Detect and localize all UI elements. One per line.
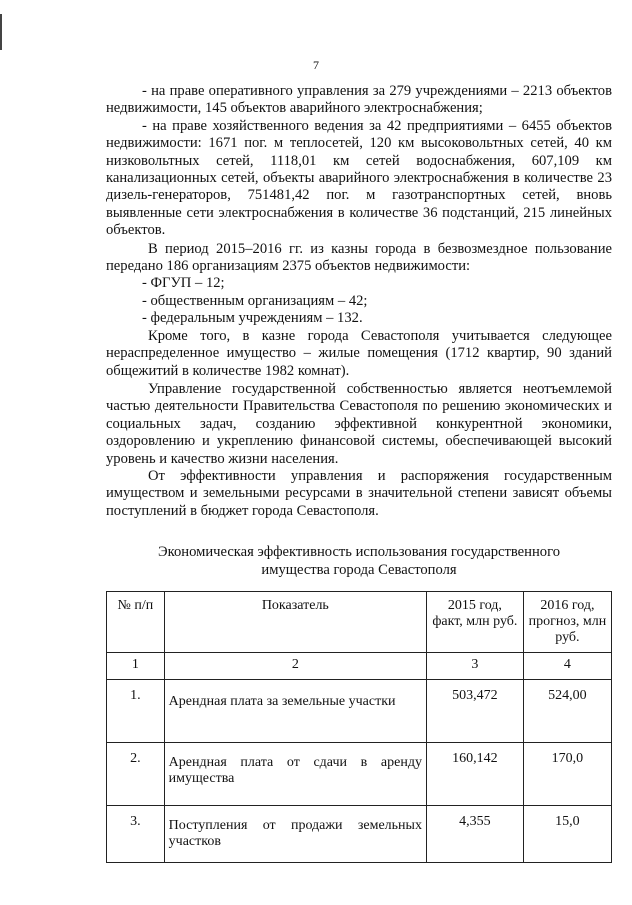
page-number: 7 bbox=[313, 58, 319, 72]
table-row bbox=[107, 680, 612, 743]
paragraph-budget-revenues: От эффективности управления и распоряжения государственным имуществом и земельными ресурсами в значительной степени зависят объемы поступлений в бюджет города Севастополя. bbox=[106, 467, 612, 519]
paragraph-state-property-management: Управление государственной собственностью является неотъемлемой частью деятельности Правительства Севастополя по решению экономических и социальных задач, созданию эффективной конкурентной экономики, оздоровлению и укреплению финансовой системы, обеспечивающей высокий уровень и качество жизни населения. bbox=[106, 380, 612, 467]
row-value-2015: 503,472 bbox=[426, 680, 523, 743]
economic-efficiency-table bbox=[106, 591, 612, 863]
header-indicator: Показатель bbox=[164, 592, 426, 653]
row-indicator-text: Арендная плата от сдачи в аренду имущества bbox=[168, 755, 422, 786]
column-number: 2 bbox=[164, 653, 426, 680]
row-value-2016: 15,0 bbox=[523, 806, 611, 863]
table-header-row bbox=[107, 592, 612, 653]
row-indicator bbox=[164, 743, 426, 806]
table-caption-line-2: имущества города Севастополя bbox=[261, 562, 457, 578]
list-item-federal-institutions: - федеральным учреждениям – 132. bbox=[142, 310, 363, 327]
row-indicator-text: Арендная плата за земельные участки bbox=[168, 694, 396, 709]
paragraph-operational-management: - на праве оперативного управления за 279 учреждениями – 2213 объектов недвижимости, 145 объектов аварийного электроснабжения; bbox=[106, 83, 612, 117]
paragraph-economic-management: - на праве хозяйственного ведения за 42 предприятиями – 6455 объектов недвижимости: 1671 пог. м теплосетей, 120 км высоковольтных сетей, 40 км низковольтных сетей, 1118,01 км сетей водоснабжения, 607,109 км канализационных сетей, объекты аварийного электроснабжения в количестве 23 дизель-генераторов, 751481,42 пог. м газотранспортных сетей, вновь выявленные сети электроснабжения в количестве 36 подстанций, 215 линейных объектов. bbox=[106, 117, 612, 239]
header-number: № п/п bbox=[107, 592, 165, 653]
header-2016: 2016 год, прогноз, млн руб. bbox=[523, 592, 611, 653]
row-value-2015: 160,142 bbox=[426, 743, 523, 806]
body-text bbox=[106, 83, 612, 520]
header-2015: 2015 год, факт, млн руб. bbox=[426, 592, 523, 653]
list-item-fgup: - ФГУП – 12; bbox=[142, 275, 225, 292]
row-value-2015: 4,355 bbox=[426, 806, 523, 863]
column-number: 1 bbox=[107, 653, 165, 680]
table-caption-line-1: Экономическая эффективность использования государственного bbox=[158, 544, 560, 560]
table-row bbox=[107, 743, 612, 806]
row-number: 1. bbox=[107, 680, 165, 743]
column-number: 3 bbox=[426, 653, 523, 680]
column-number: 4 bbox=[523, 653, 611, 680]
paragraph-unallocated-property: Кроме того, в казне города Севастополя учитывается следующее нераспределенное имущество – жилые помещения (1712 квартир, 90 зданий общежитий в количестве 1982 комнат). bbox=[106, 327, 612, 379]
row-value-2016: 524,00 bbox=[523, 680, 611, 743]
table-caption bbox=[106, 543, 612, 579]
list-item-public-organizations: - общественным организациям – 42; bbox=[142, 292, 368, 309]
table-row bbox=[107, 806, 612, 863]
row-number: 2. bbox=[107, 743, 165, 806]
row-number: 3. bbox=[107, 806, 165, 863]
row-indicator-text: Поступления от продажи земельных участков bbox=[168, 818, 422, 849]
paragraph-free-use-transfer: В период 2015–2016 гг. из казны города в безвозмездное пользование передано 186 организациям 2375 объектов недвижимости: bbox=[106, 240, 612, 275]
row-indicator bbox=[164, 806, 426, 863]
row-indicator bbox=[164, 680, 426, 743]
table-column-number-row bbox=[107, 653, 612, 680]
scan-edge-mark bbox=[0, 14, 2, 50]
row-value-2016: 170,0 bbox=[523, 743, 611, 806]
